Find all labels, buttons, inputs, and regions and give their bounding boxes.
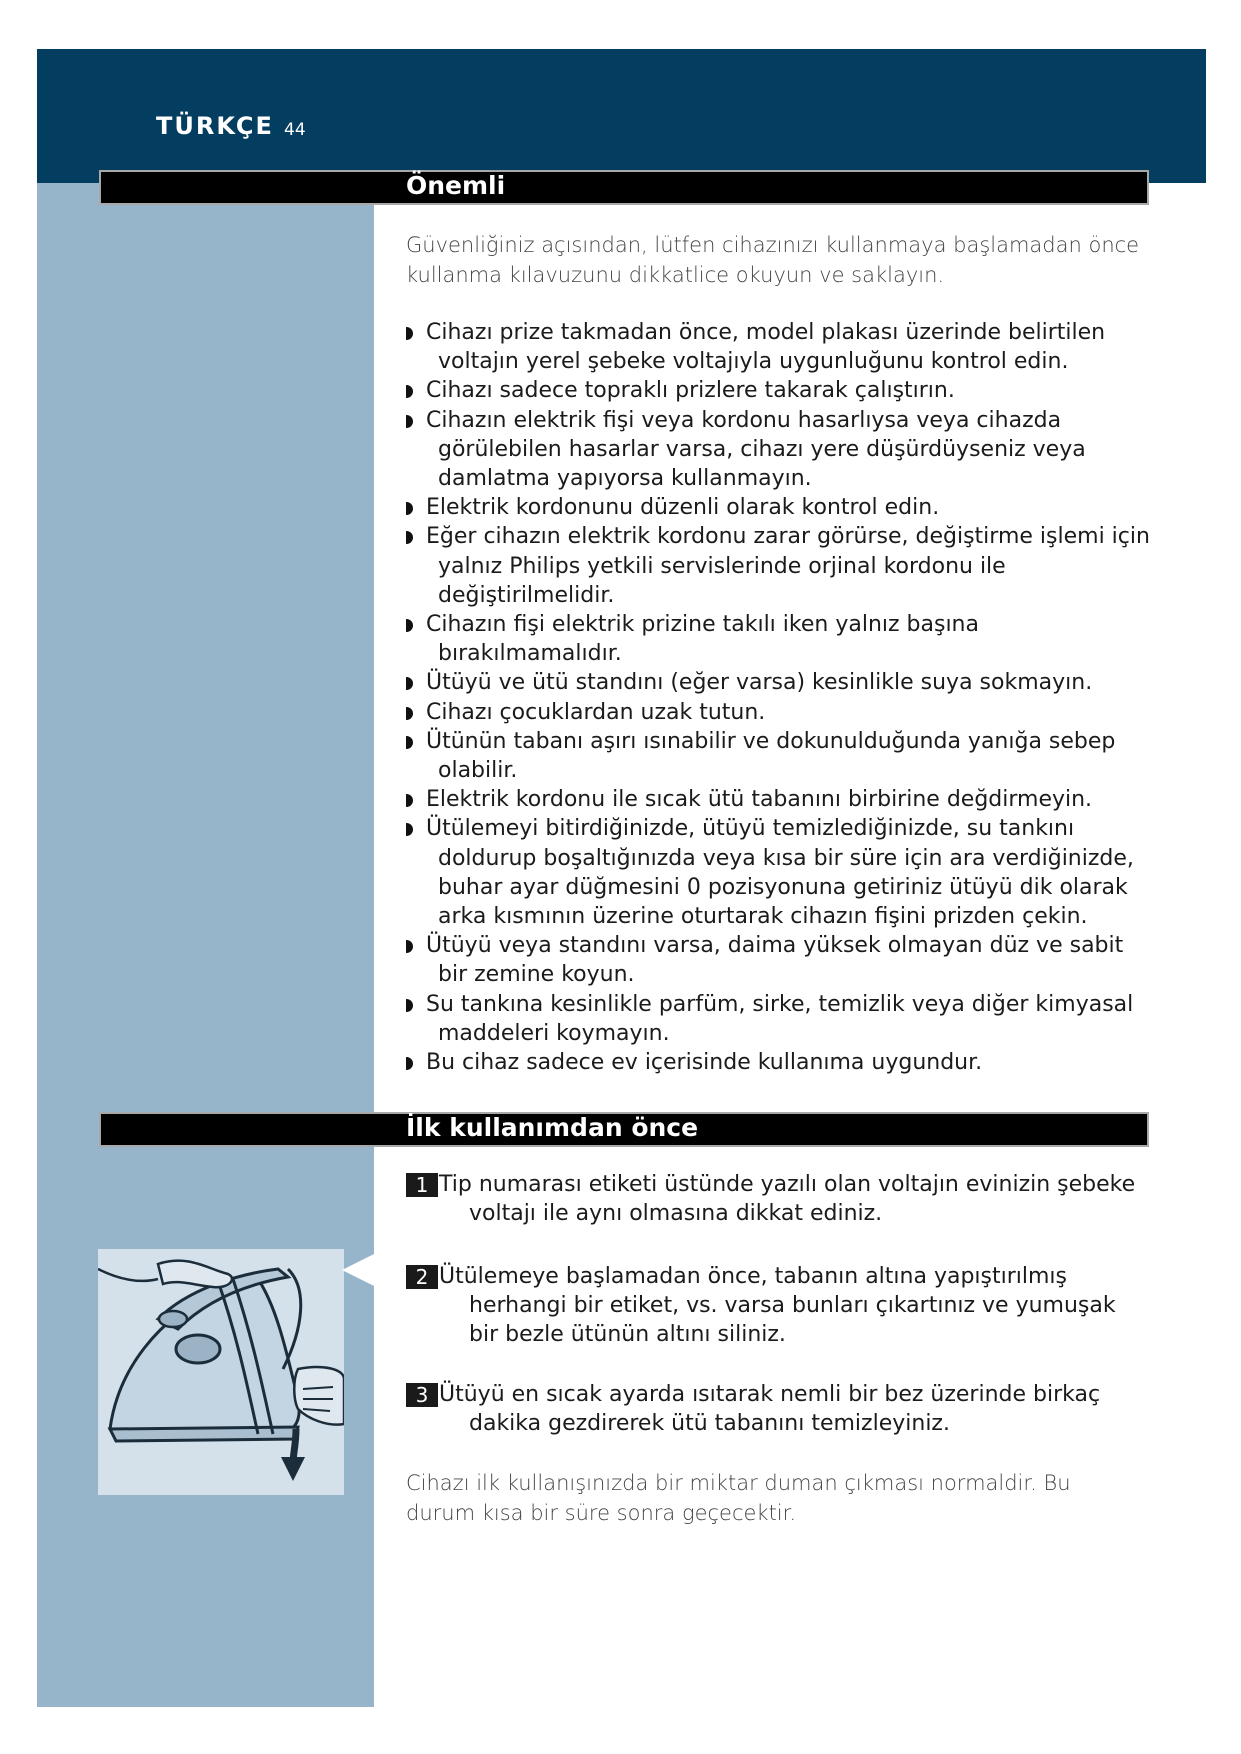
bullet-icon xyxy=(406,415,413,428)
step-number-badge: 1 xyxy=(406,1173,438,1197)
step-2 xyxy=(406,1262,1146,1349)
bullet-icon xyxy=(406,1057,413,1070)
bullet-icon xyxy=(406,794,413,807)
warnings-list xyxy=(406,318,1151,1077)
bullet-icon xyxy=(406,385,413,398)
bullet-icon xyxy=(406,531,413,544)
bullet-icon xyxy=(406,707,413,720)
bullet-icon xyxy=(406,677,413,690)
list-item: Cihazı çocuklardan uzak tutun. xyxy=(406,698,1151,727)
list-item: Eğer cihazın elektrik kordonu zarar görürse, değiştirme işlemi için yalnız Philips yetkili servislerinde orjinal kordonu ile değiştirilmelidir. xyxy=(406,522,1151,610)
bullet-icon xyxy=(406,502,413,515)
list-item: Ütünün tabanı aşırı ısınabilir ve dokunulduğunda yanığa sebep olabilir. xyxy=(406,727,1151,785)
list-item: Elektrik kordonunu düzenli olarak kontrol edin. xyxy=(406,493,1151,522)
language-label: TÜRKÇE xyxy=(156,112,274,140)
step-text: Tip numarası etiketi üstünde yazılı olan voltajın evinizin şebeke voltajı ile aynı olmasına dikkat ediniz. xyxy=(439,1172,1136,1226)
bullet-icon xyxy=(406,940,413,953)
section-bar-important xyxy=(99,170,1149,205)
intro-paragraph: Güvenliğiniz açısından, lütfen cihazınızı kullanmaya başlamadan önce kullanma kılavuzunu dikkatlice okuyun ve saklayın. xyxy=(406,233,1140,287)
step-text: Ütülemeye başlamadan önce, tabanın altına yapıştırılmış herhangi bir etiket, vs. varsa bunları çıkartınız ve yumuşak bir bezle ütünün altını siliniz. xyxy=(439,1264,1116,1347)
step-text: Ütüyü en sıcak ayarda ısıtarak nemli bir bez üzerinde birkaç dakika gezdirerek ütü tabanını temizleyiniz. xyxy=(439,1382,1101,1436)
bullet-icon xyxy=(406,327,413,340)
iron-illustration xyxy=(98,1249,344,1495)
bullet-icon xyxy=(406,736,413,749)
list-item: Elektrik kordonu ile sıcak ütü tabanını birbirine değdirmeyin. xyxy=(406,785,1151,814)
list-item: Ütüyü ve ütü standını (eğer varsa) kesinlikle suya sokmayın. xyxy=(406,668,1151,697)
bullet-icon xyxy=(406,999,413,1012)
pointer-triangle-icon xyxy=(342,1254,374,1286)
first-use-note: Cihazı ilk kullanışınızda bir miktar duman çıkması normaldir. Bu durum kısa bir süre sonra geçecektir. xyxy=(406,1471,1071,1525)
bullet-icon xyxy=(406,823,413,836)
list-item: Cihazı prize takmadan önce, model plakası üzerinde belirtilen voltajın yerel şebeke voltajıyla uygunluğunu kontrol edin. xyxy=(406,318,1151,376)
list-item: Su tankına kesinlikle parfüm, sirke, temizlik veya diğer kimyasal maddeleri koymayın. xyxy=(406,990,1151,1048)
step-3 xyxy=(406,1380,1146,1438)
section-title-first-use: İlk kullanımdan önce xyxy=(406,1113,699,1142)
list-item: Cihazın fişi elektrik prizine takılı iken yalnız başına bırakılmamalıdır. xyxy=(406,610,1151,668)
list-item: Cihazı sadece topraklı prizlere takarak çalıştırın. xyxy=(406,376,1151,405)
step-1 xyxy=(406,1170,1146,1228)
page-number: 44 xyxy=(284,120,306,140)
iron-sticker-removal-icon xyxy=(98,1249,344,1495)
list-item: Ütüyü veya standını varsa, daima yüksek olmayan düz ve sabit bir zemine koyun. xyxy=(406,931,1151,989)
list-item: Cihazın elektrik fişi veya kordonu hasarlıysa veya cihazda görülebilen hasarlar varsa, cihazı yere düşürdüyseniz veya damlatma yapıyorsa kullanmayın. xyxy=(406,406,1151,494)
list-item: Bu cihaz sadece ev içerisinde kullanıma uygundur. xyxy=(406,1048,1151,1077)
list-item: Ütülemeyi bitirdiğinizde, ütüyü temizlediğinizde, su tankını doldurup boşaltığınızda veya kısa bir süre için ara verdiğinizde, buhar ayar düğmesini 0 pozisyonuna getiriniz ütüyü dik olarak arka kısmının üzerine oturtarak cihazın fişini prizden çekin. xyxy=(406,814,1151,931)
section-title-important: Önemli xyxy=(406,171,506,200)
step-number-badge: 3 xyxy=(406,1383,438,1407)
step-number-badge: 2 xyxy=(406,1265,438,1289)
bullet-icon xyxy=(406,619,413,632)
